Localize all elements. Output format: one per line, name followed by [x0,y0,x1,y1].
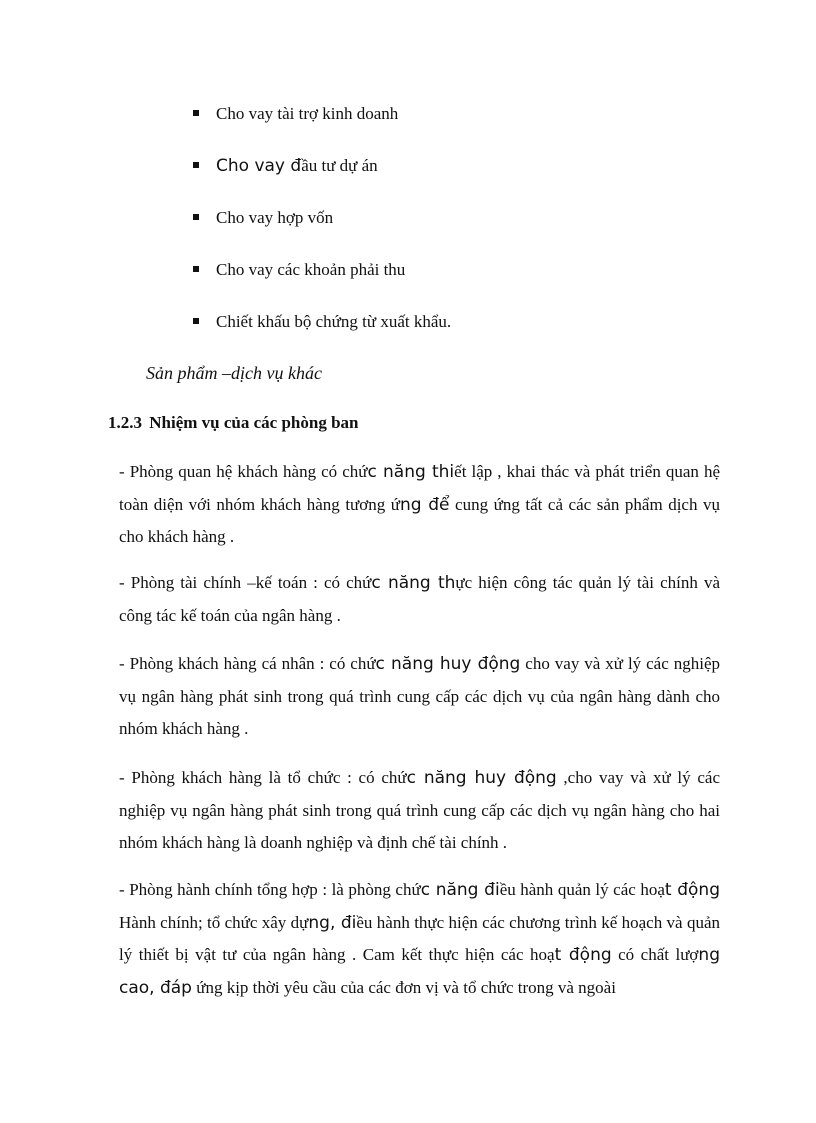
text-run-sans: t động [554,945,612,965]
text-run: ực hiện công tác quản lý tài chính và công tác kế toán của ngân hàng . [119,573,720,625]
text-run-sans: ng, đi [308,912,357,933]
text-run: - Phòng tài chính –kế toán : có chứ [119,573,372,592]
section-number: 1.2.3 [108,413,142,432]
text-run: - Phòng khách hàng cá nhân : có chứ [119,654,376,673]
list-item [190,204,451,256]
text-run: cung ứng tất cả các sản phẩm dịch vụ cho khách hàng . [119,494,720,546]
text-run: - Phòng hành chính tổng hợp : là phòng chứ [119,880,421,899]
loan-product-list [190,100,451,360]
services-subheading: Sản phẩm –dịch vụ khác [146,363,322,383]
square-bullet-icon [193,266,199,272]
paragraph-finance-dept [119,567,720,632]
list-item [190,308,451,360]
list-item [190,256,451,308]
text-run: ứng kịp thời yêu cầu của các đơn vị và tổ chức trong và ngoài [191,977,616,997]
paragraph-corporate-clients-dept [119,762,720,860]
text-run-sans: ng cao, đáp [119,945,720,998]
paragraph-admin-dept [119,874,720,1004]
list-item-text-sans: Cho vay đ [216,156,302,176]
text-run: Hành chính; tổ chức xây dự [119,912,309,932]
paragraph-relationship-dept [119,456,720,554]
list-item-text: Cho vay hợp vốn [216,208,334,227]
text-run: có chất lượ [611,945,699,964]
list-item [190,100,451,152]
paragraph-individual-clients-dept [119,648,720,746]
list-item-text: Cho vay các khoản phải thu [216,260,406,279]
text-run: - Phòng khách hàng là tổ chức : có chứ [119,768,407,787]
square-bullet-icon [193,162,199,168]
text-run: ết lập , khai thác và phát triển quan hệ toàn diện với nhóm khách hàng tương ứ [119,462,720,514]
text-run-sans: ng để [400,494,450,515]
text-run: cho vay và xử lý các nghiệp vụ ngân hàng phát sinh trong quá trình cung cấp các dịch vụ của ngân hàng dành cho nhóm khách hàng . [119,654,720,738]
list-item-text: ầu tư dự án [301,156,378,175]
text-run-sans: c năng thi [367,462,455,482]
text-run: ều hành quản lý các hoạ [499,880,665,899]
square-bullet-icon [193,110,199,116]
text-run: ều hành thực hiện các chương trình kế hoạch và quản lý thiết bị vật tư của ngân hàng . Cam kết thực hiện các hoạ [119,912,721,964]
text-run-sans: c năng huy động [406,768,557,788]
list-item-text: Cho vay tài trợ kinh doanh [216,104,399,123]
text-run: - Phòng quan hệ khách hàng có chứ [119,462,368,481]
text-run: ,cho vay và xử lý các nghiệp vụ ngân hàng phát sinh trong quá trình cung cấp các dịch vụ ngân hàng cho hai nhóm khách hàng là doanh nghiệp và định chế tài chính . [119,768,721,852]
text-run-sans: c năng đi [420,880,500,900]
square-bullet-icon [193,318,199,324]
section-heading [108,410,358,436]
text-run-sans: c năng huy động [375,654,521,674]
text-run-sans: t động [664,880,720,900]
square-bullet-icon [193,214,199,220]
text-run-sans: c năng th [371,573,456,593]
list-item [190,152,451,204]
list-item-text: Chiết khấu bộ chứng từ xuất khẩu. [216,312,452,331]
section-title: Nhiệm vụ của các phòng ban [149,413,359,432]
